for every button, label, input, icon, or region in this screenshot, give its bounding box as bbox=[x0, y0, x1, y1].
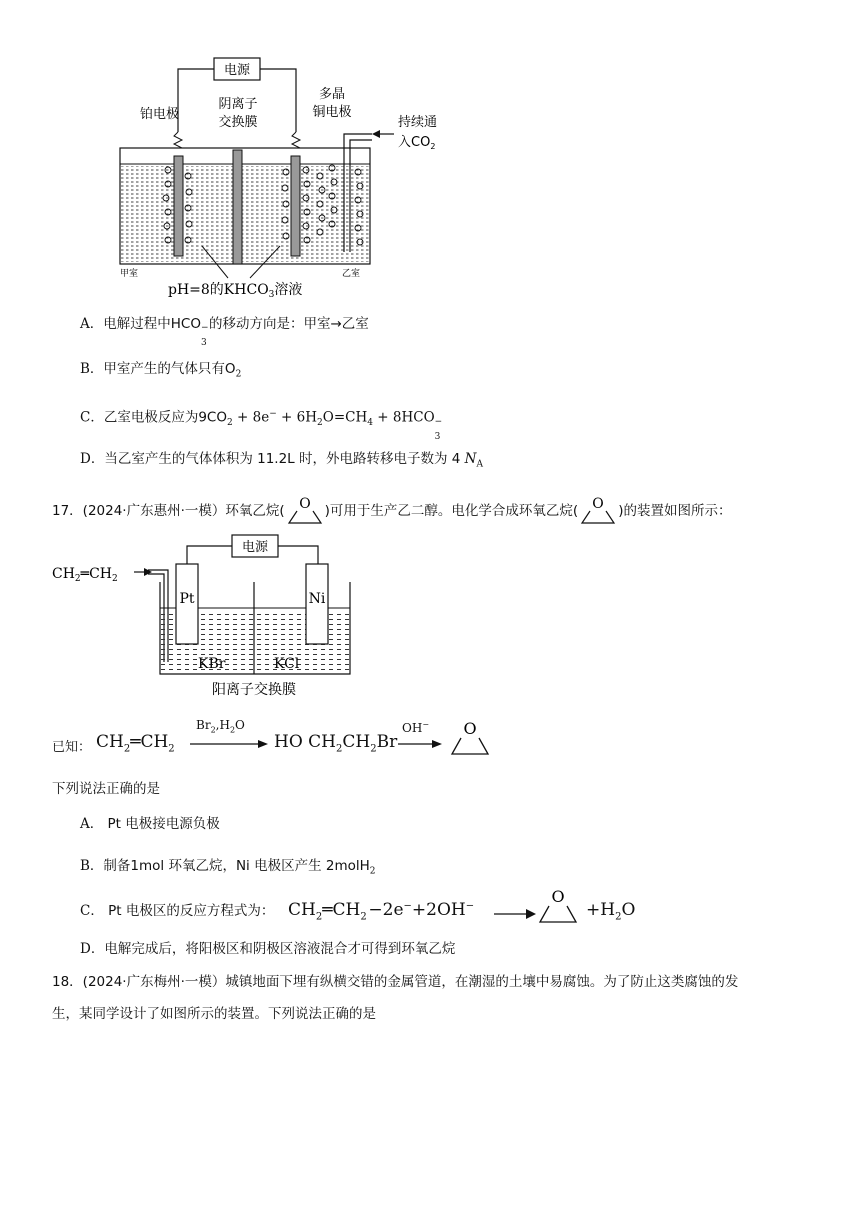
cu-electrode-label-2: 铜电极 bbox=[312, 105, 352, 120]
q18-stem-line-2: 生，某同学设计了如图所示的装置。下列说法正确的是 bbox=[52, 1006, 376, 1022]
q16-option-a: A．电解过程中HCO − 3 的移动方向是：甲室→乙室 bbox=[80, 316, 369, 348]
solution-label-sub: 3 bbox=[268, 290, 275, 300]
svg-text:Ni: Ni bbox=[308, 591, 326, 607]
membrane-label-1: 阴离子 bbox=[218, 97, 258, 112]
svg-text:O: O bbox=[463, 719, 477, 738]
cu-electrode-label-1: 多晶 bbox=[318, 87, 346, 102]
room-b-label: 乙室 bbox=[342, 269, 361, 279]
epoxide-icon bbox=[536, 886, 580, 926]
epoxide-cell-figure bbox=[48, 532, 368, 704]
svg-text:O: O bbox=[298, 496, 311, 512]
room-a-label: 甲室 bbox=[120, 269, 139, 279]
epoxide-icon bbox=[285, 495, 325, 525]
svg-text:KCl: KCl bbox=[274, 656, 300, 672]
epoxide-icon bbox=[578, 495, 618, 525]
co2-label-sub: 2 bbox=[430, 142, 436, 151]
co2-label-1: 持续通 bbox=[398, 115, 438, 130]
svg-text:入CO2 bbox=[398, 135, 435, 151]
svg-text:pH=8的KHCO3溶液 bbox=[168, 281, 302, 300]
q18-stem-line-1: 18．(2024·广东梅州·一模）城镇地面下埋有纵横交错的金属管道，在潮湿的土壤中易腐蚀。为了防止这类腐蚀的发 bbox=[52, 974, 739, 990]
electrolysis-cell-figure bbox=[110, 52, 450, 302]
co2-label-2: 入CO bbox=[398, 135, 431, 150]
cu-electrode bbox=[291, 156, 300, 256]
svg-text:KBr: KBr bbox=[198, 656, 226, 672]
q17-stem: 17．(2024·广东惠州·一模）环氧乙烷( O )可用于生产乙二醇。电化学合成环氧乙烷( O )的装置如图所示： bbox=[52, 495, 731, 525]
membrane-label-2: 交换膜 bbox=[218, 115, 258, 130]
q17-option-a: A． Pt 电极接电源负极 bbox=[80, 816, 220, 832]
power-source-label: 电源 bbox=[241, 540, 269, 555]
svg-text:CH2═CH2: $CH_2═CH_2$ bbox=[52, 566, 118, 584]
q17-option-c: C． Pt 电极区的反应方程式为： $CH_2═CH_2$ −2e−+2OH− O $+H_2O$ bbox=[80, 886, 640, 926]
q16-option-b: B．甲室产生的气体只有$O_2$ bbox=[80, 361, 242, 380]
solution-label-post: 溶液 bbox=[274, 282, 303, 298]
q17-question: 下列说法正确的是 bbox=[52, 781, 160, 797]
q17-option-b: B．制备1mol 环氧乙烷，Ni 电极区产生 2molH$_2$ bbox=[80, 858, 376, 877]
pt-electrode bbox=[174, 156, 183, 256]
q16-option-c: C．乙室电极反应为$9CO_2 + 8e^- + 6H_2O=CH_4 + 8HCO$ − 3 bbox=[80, 409, 443, 442]
svg-text:Pt: Pt bbox=[179, 591, 195, 607]
known-reaction: 已知： $CH_2═CH_2$ $Br_2,H_2O$ HO $CH_2CH_2Br$ OH− O bbox=[52, 718, 472, 762]
q17-option-d: D．电解完成后，将阳极区和阴极区溶液混合才可得到环氧乙烷 bbox=[80, 941, 456, 957]
epoxide-icon bbox=[448, 718, 492, 758]
svg-text:O: O bbox=[592, 496, 604, 512]
svg-text:O: O bbox=[551, 887, 565, 906]
power-source-label: 电源 bbox=[223, 63, 251, 78]
anion-membrane bbox=[233, 150, 242, 264]
solution-label-pre: pH=8的KHCO bbox=[168, 282, 269, 298]
q16-option-d: D．当乙室产生的气体体积为 11.2L 时，外电路转移电子数为 4 $N_A$ bbox=[80, 451, 483, 470]
svg-text:阳离子交换膜: 阳离子交换膜 bbox=[212, 682, 296, 698]
pt-electrode-label: 铂电极 bbox=[140, 107, 180, 122]
